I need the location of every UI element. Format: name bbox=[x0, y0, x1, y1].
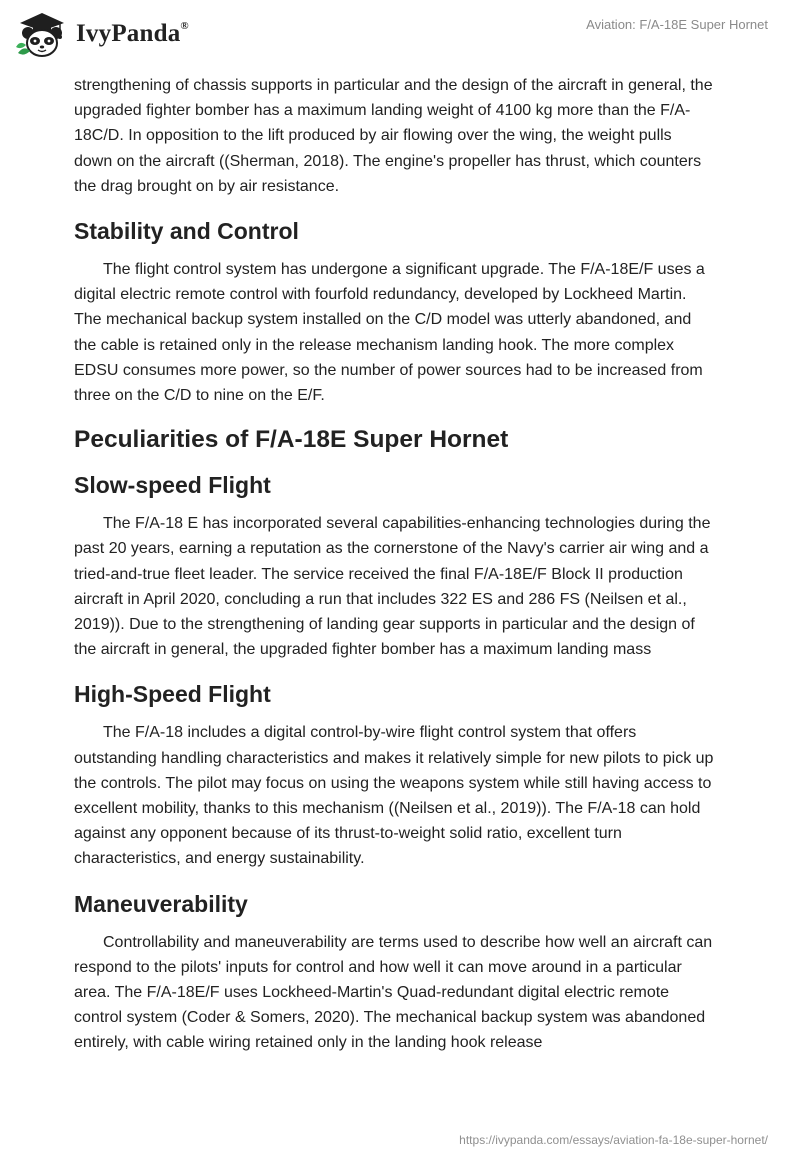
article-body bbox=[74, 70, 714, 1056]
heading-high-speed-flight: High-Speed Flight bbox=[74, 681, 271, 708]
ivypanda-logo[interactable] bbox=[14, 9, 189, 61]
stability-paragraph: The flight control system has undergone a significant upgrade. The F/A-18E/F uses a digital electric remote control with fourfold redundancy, developed by Lockheed Martin. The mechanical backup system installed on the C/D model was utterly abandoned, and the cable is retained only in the release mechanism landing hook. The more complex EDSU consumes more power, so the number of power sources had to be increased from three on the C/D to nine on the E/F. bbox=[74, 261, 705, 405]
slow-speed-paragraph: The F/A-18 E has incorporated several capabilities-enhancing technologies during the past 20 years, earning a reputation as the cornerstone of the Navy's carrier air wing and a tried-and-true fleet leader. The service received the final F/A-18E/F Block II production aircraft in April 2020, concluding a run that includes 322 ES and 286 FS (Neilsen et al., 2019)). Due to the strengthening of landing gear supports in particular and the design of the aircraft in general, the upgraded fighter bomber has a maximum landing mass bbox=[74, 515, 711, 659]
source-url[interactable]: https://ivypanda.com/essays/aviation-fa-18e-super-hornet/ bbox=[459, 1133, 768, 1147]
intro-paragraph: strengthening of chassis supports in particular and the design of the aircraft in general, the upgraded fighter bomber has a maximum landing weight of 4100 kg more than the F/A-18C/D. In opposition to the lift produced by air flowing over the wing, the weight pulls down on the aircraft ((Sherman, 2018). The engine's propeller has thrust, which counters the drag brought on by air resistance. bbox=[74, 77, 713, 195]
document-title: Aviation: F/A-18E Super Hornet bbox=[586, 17, 768, 32]
panda-mascot-icon bbox=[14, 9, 70, 61]
page-header bbox=[0, 0, 800, 70]
heading-slow-speed-flight: Slow-speed Flight bbox=[74, 472, 271, 499]
heading-peculiarities: Peculiarities of F/A-18E Super Hornet bbox=[74, 426, 509, 454]
heading-maneuverability: Maneuverability bbox=[74, 890, 248, 917]
maneuverability-paragraph: Controllability and maneuverability are terms used to describe how well an aircraft can respond to the pilots' inputs for control and how well it can move around in a particular area. The F/A-18E/F uses Lockheed-Martin's Quad-redundant digital electric remote control system (Coder & Somers, 2020). The mechanical backup system was abandoned entirely, with cable wiring retained only in the landing hook release bbox=[74, 933, 713, 1052]
brand-name: IvyPanda® bbox=[76, 19, 189, 47]
high-speed-paragraph: The F/A-18 includes a digital control-by-wire flight control system that offers outstanding handling characteristics and makes it relatively simple for new pilots to pick up the controls. The pilot may focus on using the weapons system while still having access to excellent mobility, thanks to this mechanism ((Neilsen et al., 2019)). The F/A-18 can hold against any opponent because of its thrust-to-weight solid ratio, excellent turn characteristics, and energy sustainability. bbox=[74, 724, 714, 868]
heading-stability-and-control: Stability and Control bbox=[74, 218, 299, 245]
